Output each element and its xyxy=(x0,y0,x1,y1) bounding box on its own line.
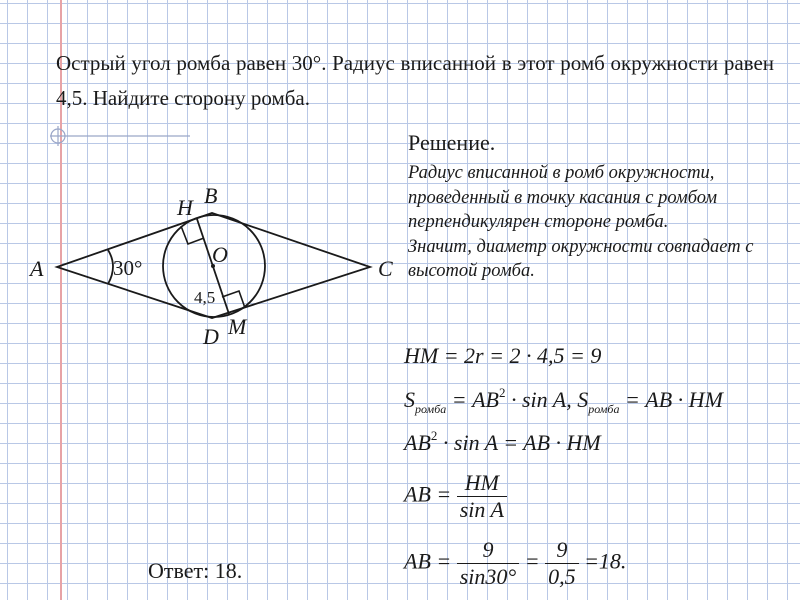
formula-ab-fraction xyxy=(404,470,507,523)
label-C: C xyxy=(378,256,393,281)
solution-explanation xyxy=(408,161,778,284)
formula-result xyxy=(404,537,626,590)
solution-paragraph-1: Радиус вписанной в ромб окружности, проведенный в точку касания с ромбом перпендикулярен стороне ромба. xyxy=(408,163,718,232)
label-radius: 4,5 xyxy=(194,288,216,307)
label-O: O xyxy=(212,242,228,267)
formula-area-sub2: ромба xyxy=(588,402,620,416)
fraction-numerator: HM xyxy=(457,470,507,497)
formula-area xyxy=(404,385,723,417)
formula-area-pow: 2 xyxy=(498,385,506,400)
fraction-hm-sina xyxy=(457,470,507,523)
label-M: M xyxy=(228,314,247,339)
label-H: H xyxy=(177,195,193,220)
label-angle-30: 30° xyxy=(113,256,143,280)
label-B: B xyxy=(204,183,218,208)
solution-paragraph-2: Значит, диаметр окружности совпадает с высотой ромба. xyxy=(408,236,754,281)
formula-area-mid2: · sin A, S xyxy=(505,387,589,412)
formula-hm: HM = 2r = 2 · 4,5 = 9 xyxy=(404,343,602,368)
label-D: D xyxy=(203,324,219,349)
formula-area-sub1: ромба xyxy=(415,402,447,416)
problem-statement: Острый угол ромба равен 30°. Радиус вписанной в этот ромб окружности равен 4,5. Найдите сторону ромба. xyxy=(56,51,774,110)
formula-result-eq: = xyxy=(524,548,540,574)
formula-ab-lhs: AB = xyxy=(404,481,452,507)
formula-equate xyxy=(404,428,601,456)
formula-result-value: =18. xyxy=(584,548,627,574)
fraction1-denominator: sin30° xyxy=(459,564,517,589)
fraction-9-05 xyxy=(545,537,579,590)
fraction1-numerator: 9 xyxy=(457,537,519,564)
answer: Ответ: 18. xyxy=(148,558,243,583)
formula-result-lhs: AB = xyxy=(404,548,452,574)
formula-area-end: = AB · HM xyxy=(619,387,723,412)
formula-area-mid1: = AB xyxy=(446,387,499,412)
formula-equate-b: · sin A = AB · HM xyxy=(437,430,601,455)
formula-equate-pow: 2 xyxy=(430,428,438,443)
fraction-9-sin30 xyxy=(457,537,519,590)
label-A: A xyxy=(30,256,44,281)
formula-area-s1: S xyxy=(404,387,415,412)
formula-equate-a: AB xyxy=(404,430,431,455)
solution-heading: Решение. xyxy=(408,130,496,155)
fraction2-numerator: 9 xyxy=(545,537,579,564)
fraction2-denominator: 0,5 xyxy=(548,564,576,589)
fraction-denominator: sin A xyxy=(459,497,504,522)
